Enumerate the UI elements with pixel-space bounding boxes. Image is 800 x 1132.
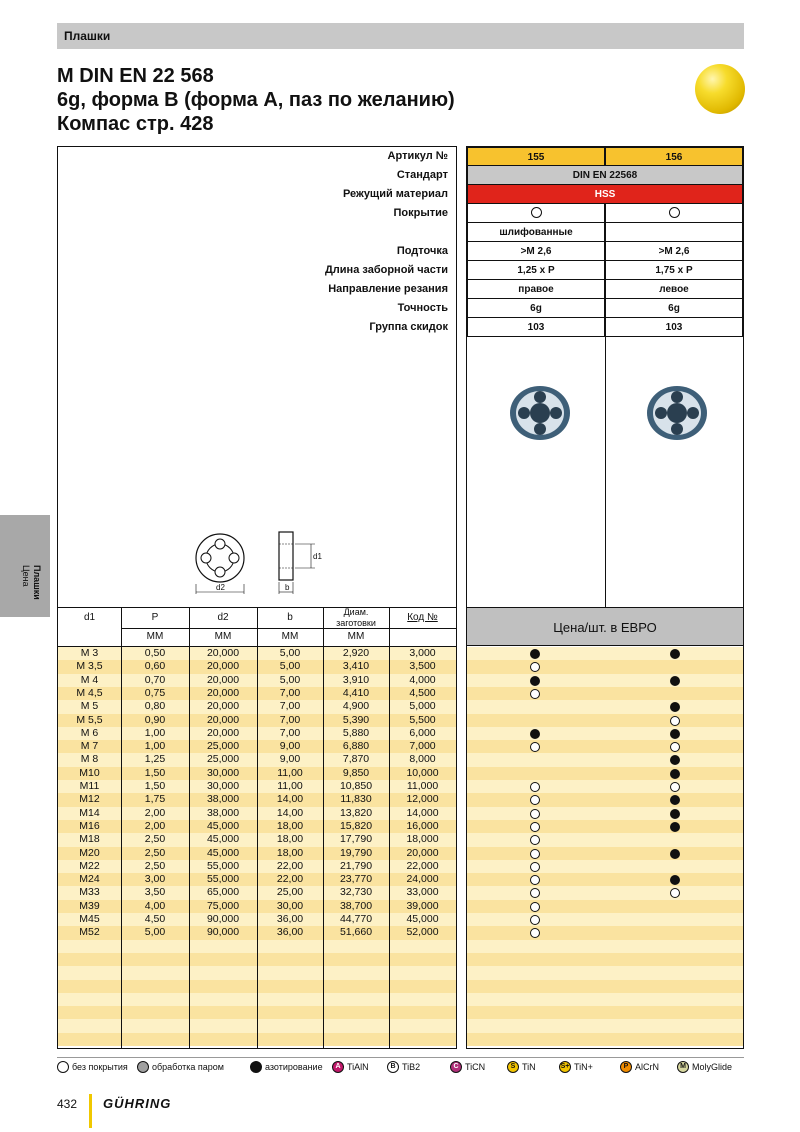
section-title: Плашки: [64, 29, 111, 43]
property-value-155: 155: [467, 147, 605, 166]
price-row: [467, 820, 743, 833]
table-cell: M 5: [80, 700, 99, 713]
property-value-155: правое: [467, 280, 605, 299]
property-span-value: HSS: [467, 185, 743, 204]
steam-treated-ring-icon: [670, 716, 680, 726]
table-cell: 3,410: [342, 660, 370, 673]
table-cell: 1,75: [144, 793, 166, 806]
column-header: Код №: [407, 612, 438, 623]
table-cell: 10,850: [339, 780, 373, 792]
table-cell: 0,60: [144, 660, 166, 673]
property-label: Группа скидок: [369, 321, 448, 333]
property-label: Покрытие: [393, 207, 448, 219]
price-row: [467, 793, 743, 806]
table-cell: 25,000: [206, 753, 240, 766]
table-cell: 3,910: [342, 673, 370, 686]
table-cell: 20,000: [406, 846, 439, 859]
legend-label: AlCrN: [635, 1062, 659, 1072]
table-cell: 22,000: [406, 859, 439, 872]
table-cell: 0,50: [144, 647, 166, 659]
legend-label: TiN: [522, 1062, 536, 1072]
table-cell: 11,00: [277, 780, 303, 792]
legend-label: азотирование: [265, 1062, 323, 1072]
table-cell: 5,00: [279, 647, 301, 659]
steam-treated-ring-icon: [670, 888, 680, 898]
nitrided-dot-icon: [670, 769, 680, 779]
table-cell: M 6: [80, 726, 99, 739]
row-stripe-price: [467, 966, 743, 980]
table-cell: 2,50: [144, 846, 166, 859]
table-cell: 5,500: [409, 713, 436, 726]
legend-label: TiB2: [402, 1062, 421, 1072]
side-tab[interactable]: [0, 515, 50, 617]
steam-treated-ring-icon: [530, 662, 540, 672]
steam-treated-ring-icon: [530, 809, 540, 819]
table-cell: M 4,5: [76, 686, 103, 699]
unit-cell: MM: [281, 631, 299, 642]
table-cell: M 7: [80, 740, 99, 753]
price-column-divider: [605, 337, 606, 607]
title-line-1: M DIN EN 22 568: [57, 65, 214, 87]
table-cell: 75,000: [206, 899, 240, 912]
table-cell: 4,500: [409, 686, 436, 699]
coating-A-icon: A: [332, 1061, 344, 1073]
table-cell: 14,000: [406, 806, 439, 819]
table-cell: 0,80: [144, 700, 166, 713]
unit-cell: MM: [146, 631, 164, 642]
table-cell: 55,000: [206, 859, 240, 872]
table-cell: 5,00: [279, 673, 301, 686]
column-header: Диам. заготовки: [336, 606, 376, 628]
property-value-155: 103: [467, 318, 605, 337]
yellow-ball-icon: [695, 64, 745, 114]
property-value-156: 1,75 x P: [605, 261, 743, 280]
price-row: [467, 926, 743, 939]
technical-drawing: [185, 522, 325, 600]
steam-treated-ring-icon: [530, 902, 540, 912]
table-cell: 5,00: [144, 926, 166, 939]
table-cell: 7,00: [279, 700, 301, 713]
legend-item: [620, 1058, 659, 1076]
coating-C-icon: C: [450, 1061, 462, 1073]
nitrided-dot-icon: [670, 729, 680, 739]
unit-cell: [389, 628, 456, 646]
table-cell: 13,820: [339, 806, 373, 819]
table-cell: 22,00: [276, 873, 304, 886]
table-cell: M20: [79, 846, 100, 859]
price-row: [467, 913, 743, 926]
table-cell: M 3: [80, 647, 99, 659]
table-cell: 5,000: [409, 700, 436, 713]
table-cell: M14: [79, 806, 100, 819]
table-cell: 30,00: [276, 899, 304, 912]
table-cell: 38,700: [339, 899, 373, 912]
table-cell: 4,000: [409, 673, 436, 686]
nitrided-dot-icon: [530, 676, 540, 686]
nitrided-dot-icon: [530, 729, 540, 739]
table-cell: 20,000: [206, 686, 240, 699]
property-label: Стандарт: [396, 169, 448, 181]
table-cell: 14,00: [276, 806, 304, 819]
table-cell: M39: [79, 899, 100, 912]
steam-treated-ring-icon: [530, 888, 540, 898]
die-photo-155: [505, 383, 575, 443]
price-row: [467, 674, 743, 687]
table-cell: 18,00: [276, 833, 304, 846]
table-cell: 24,000: [406, 873, 439, 886]
side-tab-sublabel: Цена: [21, 565, 31, 587]
table-cell: 25,000: [206, 740, 240, 753]
table-cell: 18,000: [406, 833, 439, 846]
price-row: [467, 873, 743, 886]
nitrided-dot-icon: [670, 795, 680, 805]
row-stripe-price: [467, 980, 743, 994]
column-header: b: [287, 612, 293, 623]
brand-logo: GÜHRING: [103, 1096, 172, 1111]
property-label: Режущий материал: [342, 188, 448, 200]
table-cell: 19,790: [339, 846, 373, 859]
nitrided-dot-icon: [670, 822, 680, 832]
table-cell: 21,790: [339, 859, 373, 872]
table-cell: M 3,5: [76, 660, 103, 673]
page-number: 432: [57, 1097, 78, 1111]
table-cell: M 5,5: [76, 713, 103, 726]
property-value-155: [467, 204, 605, 223]
table-cell: 22,00: [276, 859, 304, 872]
table-cell: 9,850: [342, 766, 370, 779]
table-cell: 18,00: [276, 846, 304, 859]
coating-steam-icon: [137, 1061, 149, 1073]
uncoated-circle-icon: [669, 207, 680, 218]
table-cell: 44,770: [339, 913, 373, 925]
legend-item: [677, 1058, 732, 1076]
property-value-155: 1,25 x P: [467, 261, 605, 280]
row-stripe-price: [467, 993, 743, 1007]
price-row: [467, 660, 743, 673]
legend-item: [507, 1058, 536, 1076]
table-cell: 2,50: [144, 833, 166, 846]
table-cell: 38,000: [206, 806, 240, 819]
table-cell: 30,000: [206, 766, 240, 779]
property-value-156: >M 2,6: [605, 242, 743, 261]
table-cell: 11,00: [277, 766, 303, 779]
table-cell: 1,25: [144, 753, 166, 766]
price-row: [467, 753, 743, 766]
table-cell: M 8: [80, 753, 99, 766]
steam-treated-ring-icon: [530, 742, 540, 752]
drawing-label-b: b: [285, 583, 290, 592]
table-cell: M24: [79, 873, 100, 886]
legend-item: [450, 1058, 485, 1076]
table-cell: 4,50: [144, 913, 166, 925]
table-cell: 1,00: [144, 726, 166, 739]
table-cell: 2,00: [144, 806, 166, 819]
price-row: [467, 647, 743, 660]
table-cell: 1,50: [144, 780, 166, 792]
table-cell: 17,790: [339, 833, 373, 846]
column-divider: [389, 607, 390, 1048]
coating-nitrided-icon: [250, 1061, 262, 1073]
column-header: P: [151, 612, 159, 623]
property-value-156: [605, 223, 743, 242]
page-title: [57, 64, 677, 136]
table-cell: 6,000: [409, 726, 436, 739]
row-stripe-price: [467, 953, 743, 967]
steam-treated-ring-icon: [530, 915, 540, 925]
price-row: [467, 727, 743, 740]
table-cell: 11,830: [340, 793, 372, 806]
table-cell: 0,75: [144, 686, 166, 699]
price-row: [467, 900, 743, 913]
legend-label: обработка паром: [152, 1062, 224, 1072]
table-cell: 14,00: [276, 793, 304, 806]
table-cell: 45,000: [406, 913, 439, 925]
table-cell: 0,70: [144, 673, 166, 686]
table-cell: 20,000: [206, 673, 240, 686]
table-cell: 16,000: [406, 819, 439, 832]
price-header: Цена/шт. в ЕВРО: [467, 607, 743, 646]
table-cell: 7,000: [409, 740, 436, 753]
coating-legend: [57, 1057, 744, 1075]
uncoated-circle-icon: [531, 207, 542, 218]
coating-P-icon: P: [620, 1061, 632, 1073]
price-row: [467, 860, 743, 873]
coating-B-icon: B: [387, 1061, 399, 1073]
steam-treated-ring-icon: [530, 822, 540, 832]
table-cell: 30,000: [206, 780, 240, 792]
nitrided-dot-icon: [670, 649, 680, 659]
price-row: [467, 780, 743, 793]
table-cell: 1,50: [144, 766, 166, 779]
nitrided-dot-icon: [670, 676, 680, 686]
table-cell: 20,000: [206, 647, 240, 659]
table-cell: 6,880: [342, 740, 370, 753]
table-cell: 5,00: [279, 660, 301, 673]
legend-item: [250, 1058, 323, 1076]
property-label: Длина заборной части: [324, 264, 448, 276]
table-cell: 2,920: [342, 647, 370, 659]
column-divider: [257, 607, 258, 1048]
table-cell: 32,730: [339, 886, 373, 899]
legend-label: TiN+: [574, 1062, 593, 1072]
table-cell: M 4: [80, 673, 99, 686]
legend-label: MolyGlide: [692, 1062, 733, 1072]
table-cell: M11: [79, 780, 100, 792]
nitrided-dot-icon: [670, 875, 680, 885]
table-cell: 45,000: [206, 846, 240, 859]
table-cell: M33: [79, 886, 100, 899]
table-cell: 3,000: [409, 647, 436, 659]
table-cell: 20,000: [206, 726, 240, 739]
coating-M-icon: M: [677, 1061, 689, 1073]
column-header: d1: [83, 612, 96, 623]
steam-treated-ring-icon: [530, 689, 540, 699]
drawing-label-d2: d2: [216, 583, 225, 592]
steam-treated-ring-icon: [530, 928, 540, 938]
legend-label: TiCN: [465, 1062, 486, 1072]
table-cell: 90,000: [206, 913, 240, 925]
property-label: Точность: [397, 302, 448, 314]
property-value-155: шлифованные: [467, 223, 605, 242]
property-label: Артикул №: [387, 150, 448, 162]
property-label: Направление резания: [328, 283, 448, 295]
price-row: [467, 807, 743, 820]
unit-cell: MM: [214, 631, 232, 642]
table-cell: 52,000: [406, 926, 439, 939]
table-cell: 18,00: [276, 819, 304, 832]
table-cell: 8,000: [409, 753, 436, 766]
die-photo-156: [642, 383, 712, 443]
table-cell: 3,500: [409, 660, 436, 673]
steam-treated-ring-icon: [530, 875, 540, 885]
column-header: d2: [217, 612, 229, 623]
legend-item: [559, 1058, 593, 1076]
footer-accent-bar: [89, 1094, 92, 1128]
legend-item: [387, 1058, 420, 1076]
table-cell: M52: [79, 926, 100, 939]
price-row: [467, 886, 743, 899]
table-cell: 5,880: [342, 726, 370, 739]
property-span-value: DIN EN 22568: [467, 166, 743, 185]
row-stripe-price: [467, 1006, 743, 1020]
table-cell: M22: [79, 859, 100, 872]
row-stripe-price: [467, 940, 743, 954]
steam-treated-ring-icon: [530, 795, 540, 805]
table-cell: 55,000: [206, 873, 240, 886]
table-cell: 33,000: [406, 886, 439, 899]
price-row: [467, 740, 743, 753]
table-cell: 23,770: [339, 873, 373, 886]
table-cell: 51,660: [339, 926, 373, 939]
steam-treated-ring-icon: [530, 862, 540, 872]
table-cell: 20,000: [206, 660, 240, 673]
table-cell: 7,00: [279, 713, 301, 726]
steam-treated-ring-icon: [530, 782, 540, 792]
table-cell: M10: [79, 766, 100, 779]
table-cell: 36,00: [276, 926, 304, 939]
property-value-156: [605, 204, 743, 223]
nitrided-dot-icon: [670, 755, 680, 765]
table-cell: M18: [79, 833, 100, 846]
legend-item: [137, 1058, 224, 1076]
table-cell: 65,000: [206, 886, 240, 899]
table-cell: M12: [79, 793, 100, 806]
table-cell: 90,000: [206, 926, 240, 939]
table-cell: 1,00: [144, 740, 166, 753]
table-cell: M16: [79, 819, 100, 832]
table-cell: 45,000: [206, 819, 240, 832]
title-line-3: Компас стр. 428: [57, 113, 214, 135]
table-cell: 10,000: [406, 766, 439, 779]
property-value-156: 103: [605, 318, 743, 337]
table-cell: 2,50: [144, 859, 166, 872]
column-divider: [323, 607, 324, 1048]
property-label: [57, 223, 452, 242]
table-cell: 45,000: [206, 833, 240, 846]
coating-uncoated-icon: [57, 1061, 69, 1073]
column-divider: [121, 607, 122, 1048]
steam-treated-ring-icon: [670, 742, 680, 752]
price-row: [467, 687, 743, 700]
legend-label: TiAlN: [347, 1062, 369, 1072]
table-cell: 5,390: [342, 713, 370, 726]
price-row: [467, 700, 743, 713]
table-cell: 9,00: [279, 753, 301, 766]
price-row: [467, 833, 743, 846]
table-cell: 4,410: [342, 686, 370, 699]
table-cell: 4,900: [342, 700, 370, 713]
table-cell: 39,000: [406, 899, 439, 912]
unit-cell: [58, 628, 121, 646]
table-cell: 9,00: [279, 740, 301, 753]
table-cell: 7,00: [279, 726, 301, 739]
row-stripe-price: [467, 1033, 743, 1047]
section-header-bar: [57, 23, 744, 49]
property-value-156: левое: [605, 280, 743, 299]
legend-item: [332, 1058, 369, 1076]
steam-treated-ring-icon: [670, 782, 680, 792]
legend-label: без покрытия: [72, 1062, 128, 1072]
table-cell: 38,000: [206, 793, 240, 806]
price-row: [467, 714, 743, 727]
table-cell: 11,000: [406, 780, 439, 792]
column-divider: [189, 607, 190, 1048]
property-value-156: 156: [605, 147, 743, 166]
property-value-156: 6g: [605, 299, 743, 318]
steam-treated-ring-icon: [530, 849, 540, 859]
property-value-155: 6g: [467, 299, 605, 318]
table-cell: M45: [79, 913, 100, 925]
side-tab-label: Плашки: [32, 565, 42, 600]
row-stripe-price: [467, 1019, 743, 1033]
table-cell: 25,00: [276, 886, 304, 899]
nitrided-dot-icon: [670, 702, 680, 712]
table-cell: 4,00: [144, 899, 166, 912]
table-cell: 20,000: [206, 700, 240, 713]
table-cell: 12,000: [406, 793, 439, 806]
table-cell: 20,000: [206, 713, 240, 726]
coating-S+-icon: S+: [559, 1061, 571, 1073]
table-cell: 3,50: [144, 886, 166, 899]
price-row: [467, 767, 743, 780]
property-value-155: >M 2,6: [467, 242, 605, 261]
table-cell: 7,870: [342, 753, 370, 766]
table-cell: 2,00: [144, 819, 166, 832]
table-cell: 7,00: [279, 686, 301, 699]
table-cell: 15,820: [339, 819, 373, 832]
nitrided-dot-icon: [530, 649, 540, 659]
table-cell: 0,90: [144, 713, 166, 726]
unit-cell: MM: [347, 631, 365, 642]
nitrided-dot-icon: [670, 849, 680, 859]
title-line-2: 6g, форма B (форма A, паз по желанию): [57, 89, 455, 111]
price-row: [467, 847, 743, 860]
table-cell: 3,00: [144, 873, 166, 886]
nitrided-dot-icon: [670, 809, 680, 819]
coating-S-icon: S: [507, 1061, 519, 1073]
legend-item: [57, 1058, 128, 1076]
property-label: Подточка: [396, 245, 448, 257]
table-cell: 36,00: [276, 913, 304, 925]
drawing-label-d1: d1: [313, 552, 322, 561]
steam-treated-ring-icon: [530, 835, 540, 845]
